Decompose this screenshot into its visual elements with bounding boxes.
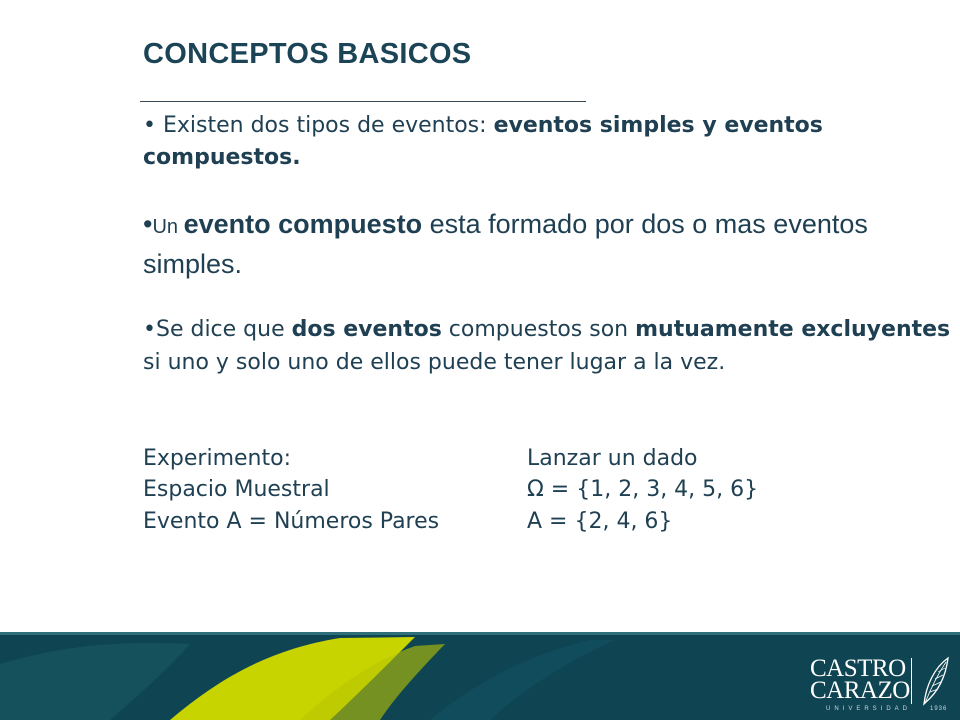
paragraph-mutually-exclusive [143,313,953,379]
event-types-bold: eventos simples y eventos [493,113,823,138]
example-value: Ω = {1, 2, 3, 4, 5, 6} [527,477,759,502]
example-label: Evento A = Números Pares [143,509,440,534]
example-row-event-a [143,506,843,538]
example-label: Espacio Muestral [143,477,330,502]
university-logo [810,656,960,720]
mutex-bold-2: mutuamente excluyentes [635,317,951,342]
compound-event-text: esta formado por dos o mas eventos simples. [143,209,868,279]
example-value: A = {2, 4, 6} [527,509,673,534]
title-underline [140,101,586,102]
event-types-bold-compuestos: compuestos. [143,145,301,170]
paragraph-event-types [143,110,960,174]
example-label: Experimento: [143,446,291,471]
example-value: Lanzar un dado [527,446,698,471]
bullet: • [143,209,153,239]
logo-divider [911,658,912,704]
paragraph-compound-event [143,206,903,283]
feather-icon [916,656,954,706]
footer-top-line [0,632,960,635]
mutex-text-3: si uno y solo uno de ellos puede tener lugar a la vez. [143,350,726,375]
compound-event-prefix: Un [152,216,184,238]
slide-title: CONCEPTOS BASICOS [143,38,472,70]
bullet: • [143,113,156,138]
mutex-text-1: Se dice que [155,317,292,342]
logo-text-castro: CASTRO [810,655,906,682]
logo-text-carazo: CARAZO [810,677,910,704]
logo-text-year: 1936 [930,706,948,712]
example-row-sample-space [143,474,843,506]
logo-text-universidad: UNIVERSIDAD [826,706,912,712]
event-types-text: Existen dos tipos de eventos: [162,113,494,138]
compound-event-bold: evento compuesto [183,209,423,239]
example-row-experiment [143,443,843,475]
bullet: • [143,317,156,342]
mutex-text-2: compuestos son [441,317,636,342]
mutex-bold-1: dos eventos [291,317,442,342]
